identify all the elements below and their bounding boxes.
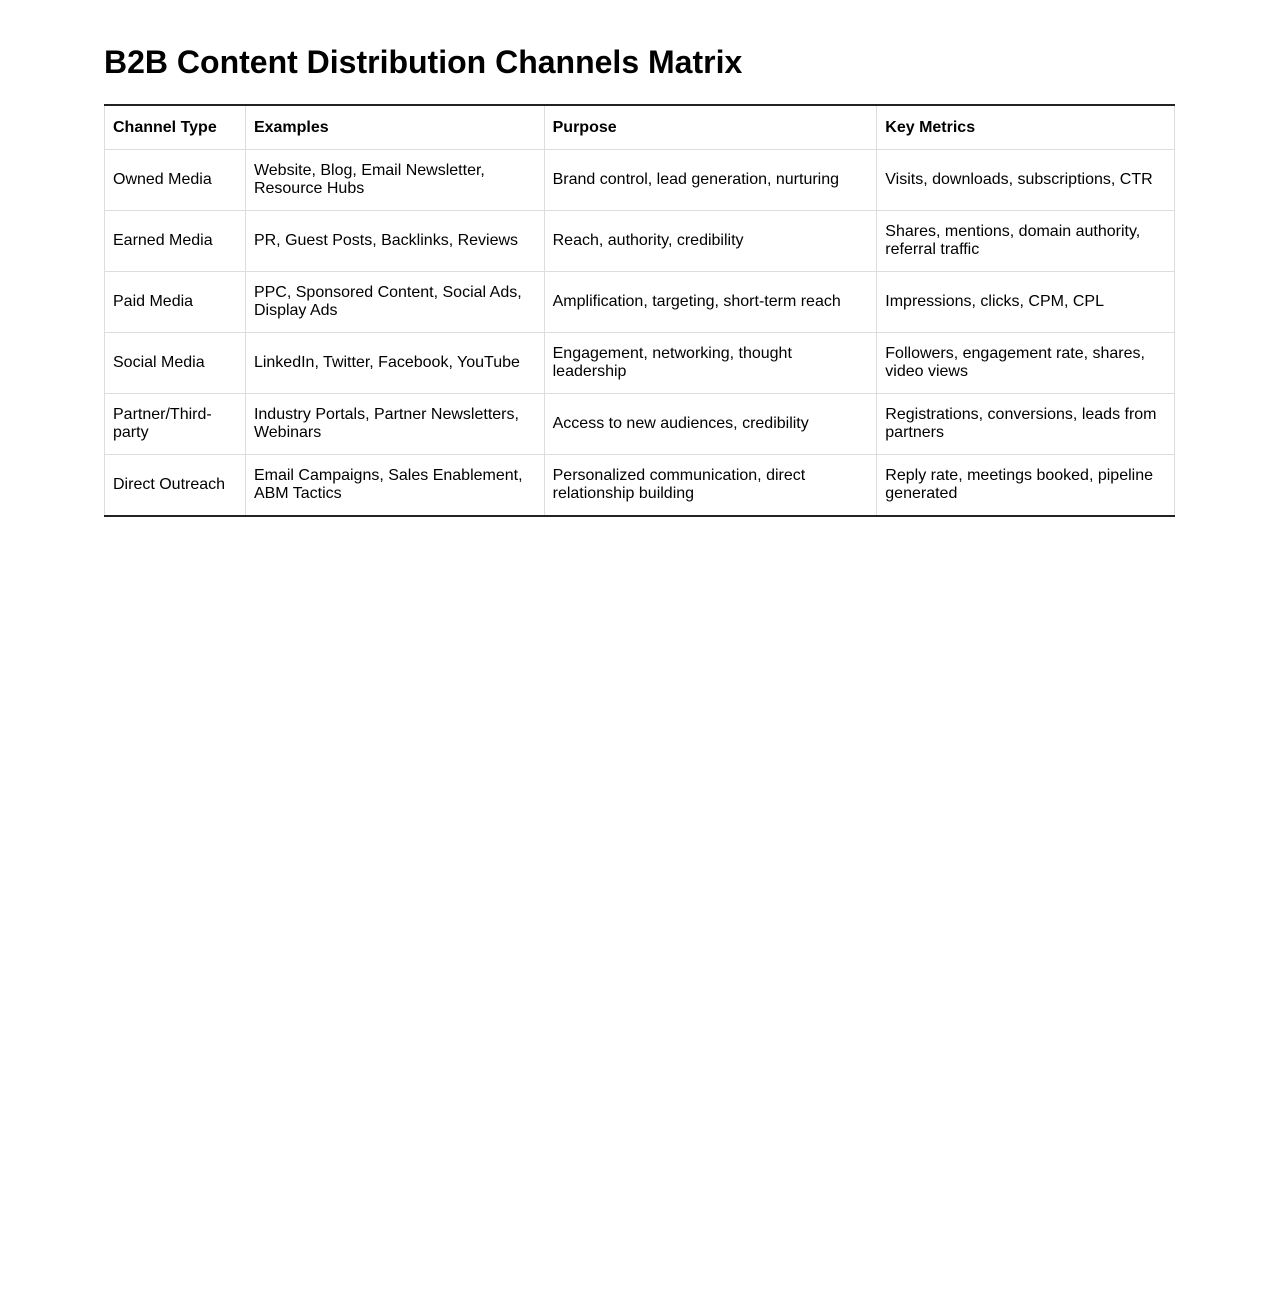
header-channel-type: Channel Type: [105, 105, 246, 150]
cell-examples: Email Campaigns, Sales Enablement, ABM Tactics: [245, 455, 544, 517]
cell-purpose: Reach, authority, credibility: [544, 211, 877, 272]
header-key-metrics: Key Metrics: [877, 105, 1175, 150]
cell-key-metrics: Followers, engagement rate, shares, video views: [877, 333, 1175, 394]
table-row: [105, 150, 1175, 211]
cell-purpose: Amplification, targeting, short-term reach: [544, 272, 877, 333]
cell-purpose: Brand control, lead generation, nurturing: [544, 150, 877, 211]
page-title: B2B Content Distribution Channels Matrix: [104, 44, 743, 80]
channels-matrix-table: [104, 104, 1175, 517]
cell-channel-type: Social Media: [105, 333, 246, 394]
table-row: [105, 333, 1175, 394]
cell-examples: LinkedIn, Twitter, Facebook, YouTube: [245, 333, 544, 394]
table-row: [105, 455, 1175, 517]
cell-examples: PR, Guest Posts, Backlinks, Reviews: [245, 211, 544, 272]
cell-purpose: Access to new audiences, credibility: [544, 394, 877, 455]
header-purpose: Purpose: [544, 105, 877, 150]
header-examples: Examples: [245, 105, 544, 150]
cell-channel-type: Partner/Third-party: [105, 394, 246, 455]
cell-examples: Website, Blog, Email Newsletter, Resource Hubs: [245, 150, 544, 211]
cell-channel-type: Direct Outreach: [105, 455, 246, 517]
table-header-row: [105, 105, 1175, 150]
table-row: [105, 394, 1175, 455]
cell-key-metrics: Registrations, conversions, leads from partners: [877, 394, 1175, 455]
cell-channel-type: Paid Media: [105, 272, 246, 333]
cell-examples: Industry Portals, Partner Newsletters, Webinars: [245, 394, 544, 455]
cell-purpose: Engagement, networking, thought leadership: [544, 333, 877, 394]
cell-key-metrics: Impressions, clicks, CPM, CPL: [877, 272, 1175, 333]
cell-key-metrics: Shares, mentions, domain authority, referral traffic: [877, 211, 1175, 272]
table-row: [105, 272, 1175, 333]
cell-purpose: Personalized communication, direct relationship building: [544, 455, 877, 517]
table-row: [105, 211, 1175, 272]
cell-key-metrics: Reply rate, meetings booked, pipeline generated: [877, 455, 1175, 517]
cell-key-metrics: Visits, downloads, subscriptions, CTR: [877, 150, 1175, 211]
cell-channel-type: Earned Media: [105, 211, 246, 272]
cell-examples: PPC, Sponsored Content, Social Ads, Display Ads: [245, 272, 544, 333]
cell-channel-type: Owned Media: [105, 150, 246, 211]
